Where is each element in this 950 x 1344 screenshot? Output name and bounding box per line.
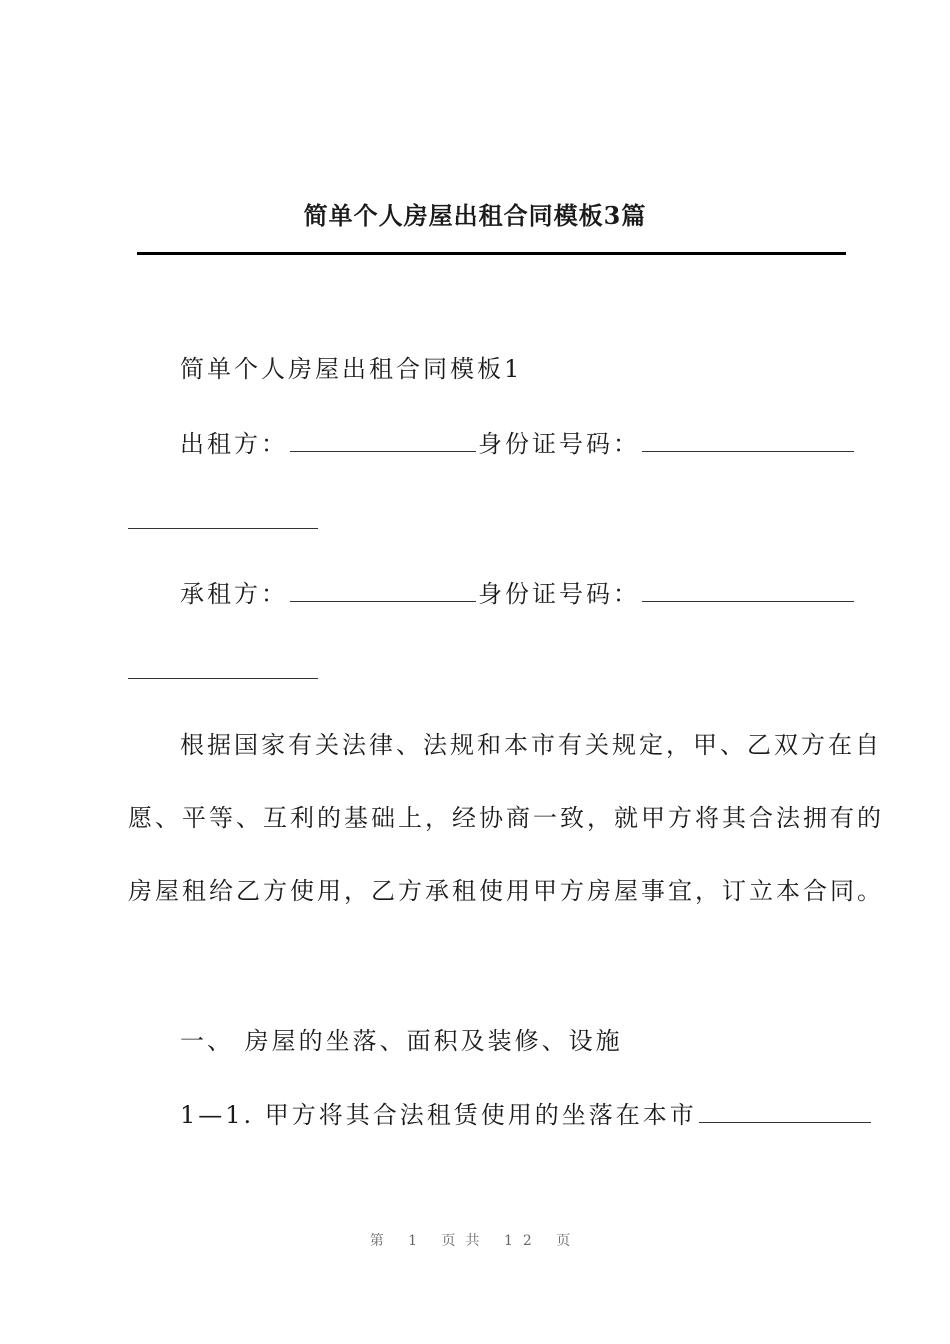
section-1-heading: 一、 房屋的坐落、面积及装修、设施 (180, 1027, 623, 1055)
lessee-id-blank (642, 600, 854, 602)
lessor-label: 出租方： (180, 430, 288, 458)
location-blank (699, 1121, 871, 1123)
clause-1-1-row (180, 1100, 873, 1130)
lessor-row (180, 429, 856, 459)
lessor-id-blank (642, 450, 854, 452)
intro-line-1: 根据国家有关法律、法规和本市有关规定，甲、乙双方在自 (180, 731, 882, 759)
contract-subtitle: 简单个人房屋出租合同模板1 (180, 355, 523, 383)
lessor-id-blank-continued (128, 528, 318, 529)
title-divider (137, 252, 846, 255)
lessor-id-label: 身份证号码： (478, 430, 640, 458)
lessee-id-label: 身份证号码： (478, 580, 640, 608)
lessor-name-blank (290, 450, 476, 452)
clause-1-1-text: 1—1. 甲方将其合法租赁使用的坐落在本市 (180, 1101, 697, 1129)
intro-line-2: 愿、平等、互利的基础上，经协商一致，就甲方将其合法拥有的 (128, 804, 884, 832)
document-title: 简单个人房屋出租合同模板3篇 (303, 201, 647, 230)
lessee-label: 承租方： (180, 580, 288, 608)
lessee-row (180, 579, 856, 609)
lessee-name-blank (290, 600, 476, 602)
lessee-id-blank-continued (128, 678, 318, 679)
page-footer: 第 1 页共 12 页 (369, 1233, 581, 1249)
intro-line-3: 房屋租给乙方使用，乙方承租使用甲方房屋事宜，订立本合同。 (128, 877, 884, 905)
